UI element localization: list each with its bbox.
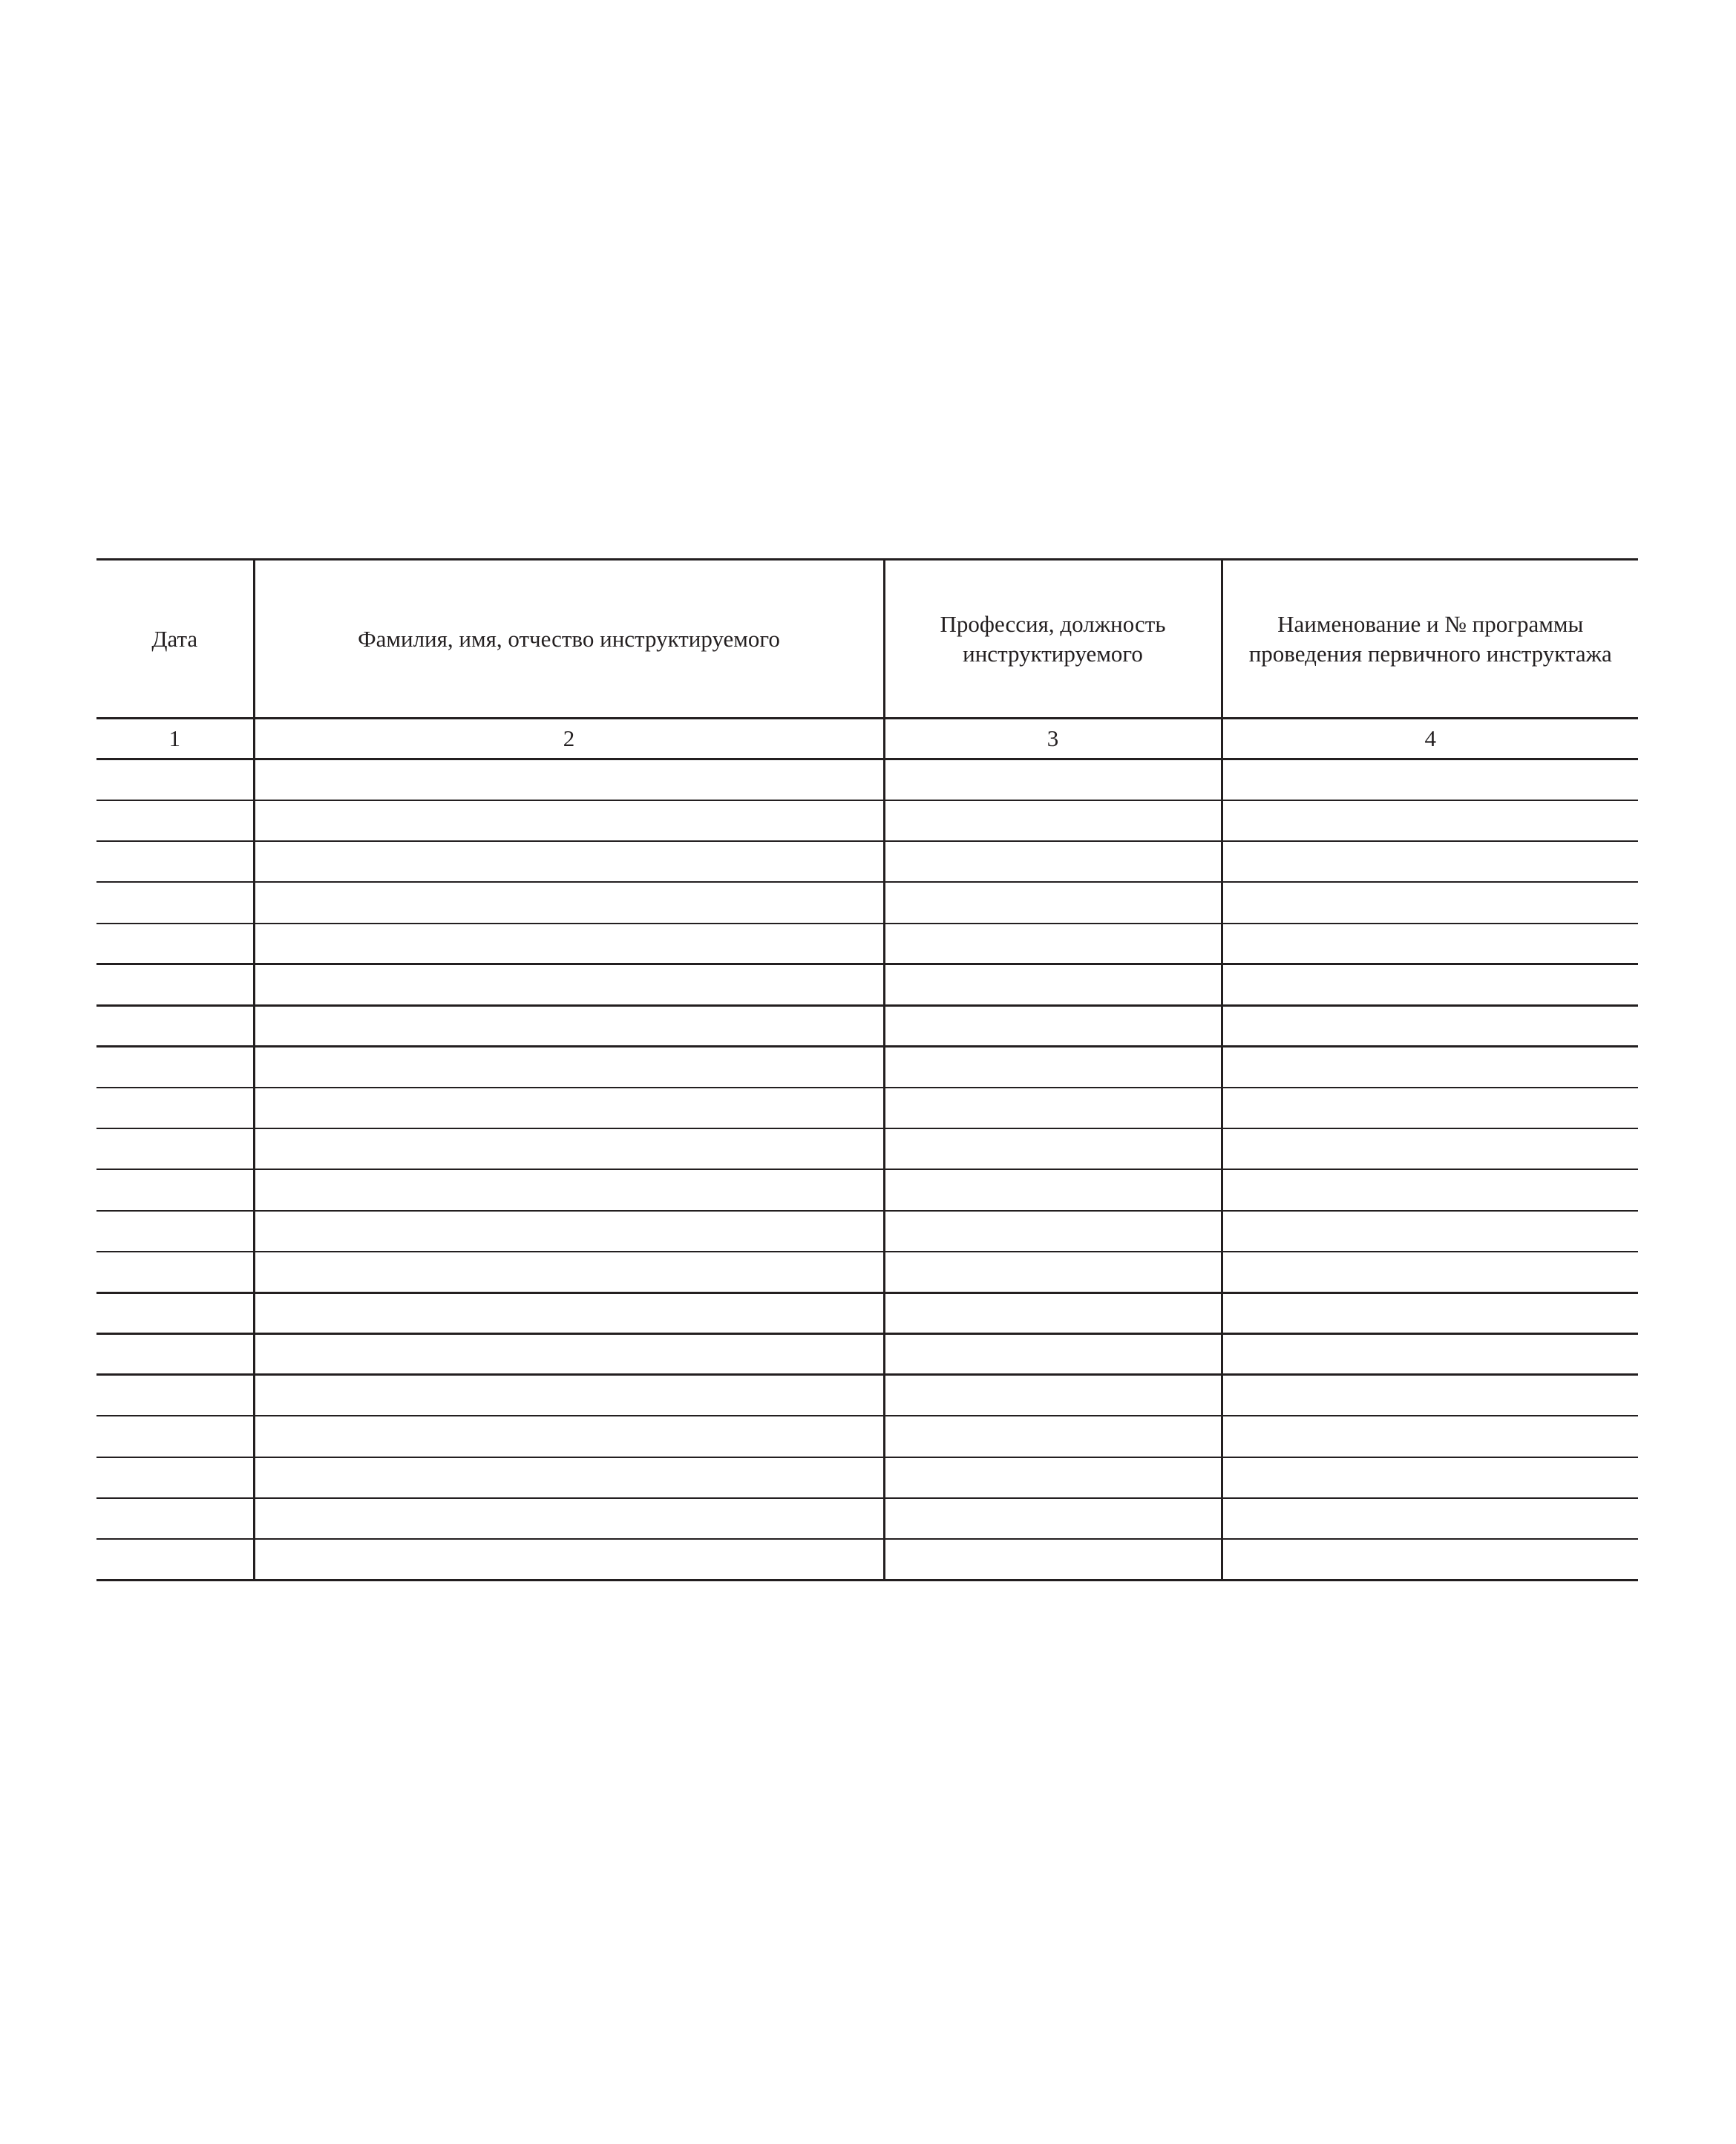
- table-row: [96, 800, 1638, 841]
- table-cell[interactable]: [96, 882, 254, 923]
- header-program: [1222, 560, 1638, 719]
- column-number: 4: [1222, 719, 1638, 759]
- header-program-label: Наименование и № программы проведения первичного инструктажа: [1248, 610, 1612, 667]
- table-row: [96, 841, 1638, 882]
- table-row: [96, 1128, 1638, 1169]
- table-row: [96, 1211, 1638, 1252]
- column-number: 2: [254, 719, 884, 759]
- table-cell[interactable]: [884, 964, 1222, 1005]
- table-cell[interactable]: [1222, 1005, 1638, 1046]
- table-cell[interactable]: [1222, 1416, 1638, 1457]
- table-body: [96, 759, 1638, 1581]
- table-row: [96, 1169, 1638, 1210]
- table-cell[interactable]: [884, 1005, 1222, 1046]
- table-cell[interactable]: [884, 924, 1222, 964]
- table-row: [96, 924, 1638, 964]
- table-cell[interactable]: [884, 1292, 1222, 1333]
- table-cell[interactable]: [1222, 841, 1638, 882]
- table-cell[interactable]: [254, 800, 884, 841]
- table-cell[interactable]: [884, 1128, 1222, 1169]
- table-cell[interactable]: [254, 1498, 884, 1539]
- table-cell[interactable]: [254, 1457, 884, 1498]
- table-cell[interactable]: [96, 1539, 254, 1580]
- table-cell[interactable]: [884, 882, 1222, 923]
- table-cell[interactable]: [254, 924, 884, 964]
- table-cell[interactable]: [96, 1457, 254, 1498]
- table-cell[interactable]: [254, 964, 884, 1005]
- table-cell[interactable]: [1222, 1047, 1638, 1088]
- table-row: [96, 759, 1638, 800]
- table-cell[interactable]: [254, 1169, 884, 1210]
- table-cell[interactable]: [254, 1539, 884, 1580]
- table-cell[interactable]: [884, 1047, 1222, 1088]
- table-cell[interactable]: [884, 1416, 1222, 1457]
- table-cell[interactable]: [1222, 1457, 1638, 1498]
- table-row: [96, 882, 1638, 923]
- table-cell[interactable]: [254, 1047, 884, 1088]
- table-cell[interactable]: [254, 1416, 884, 1457]
- table-cell[interactable]: [884, 841, 1222, 882]
- table-cell[interactable]: [1222, 1498, 1638, 1539]
- table-cell[interactable]: [1222, 1128, 1638, 1169]
- table-cell[interactable]: [96, 1498, 254, 1539]
- table-row: [96, 1047, 1638, 1088]
- table-cell[interactable]: [884, 1211, 1222, 1252]
- table-cell[interactable]: [884, 1375, 1222, 1416]
- table-cell[interactable]: [1222, 759, 1638, 800]
- table-row: [96, 1088, 1638, 1128]
- table-cell[interactable]: [254, 759, 884, 800]
- table-cell[interactable]: [1222, 1292, 1638, 1333]
- table-row: [96, 1457, 1638, 1498]
- table-cell[interactable]: [96, 1375, 254, 1416]
- table-cell[interactable]: [254, 1334, 884, 1375]
- table-cell[interactable]: [96, 1047, 254, 1088]
- table-row: [96, 1252, 1638, 1292]
- table-row: [96, 1539, 1638, 1580]
- table-row: [96, 1292, 1638, 1333]
- table-cell[interactable]: [1222, 1088, 1638, 1128]
- table-cell[interactable]: [1222, 924, 1638, 964]
- header-full-name-label: Фамилия, имя, отчество инструктируемого: [358, 625, 780, 652]
- instruction-journal-table: [96, 558, 1638, 1581]
- table-cell[interactable]: [96, 759, 254, 800]
- header-date: [96, 560, 254, 719]
- column-number-row: [96, 719, 1638, 759]
- table-cell[interactable]: [254, 1211, 884, 1252]
- table-cell[interactable]: [96, 841, 254, 882]
- table-cell[interactable]: [884, 1252, 1222, 1292]
- table-row: [96, 1416, 1638, 1457]
- table-cell[interactable]: [1222, 1334, 1638, 1375]
- table-cell[interactable]: [254, 1005, 884, 1046]
- table-cell[interactable]: [96, 964, 254, 1005]
- table-cell[interactable]: [96, 1128, 254, 1169]
- table-cell[interactable]: [1222, 1169, 1638, 1210]
- table-cell[interactable]: [884, 759, 1222, 800]
- table-cell[interactable]: [96, 1416, 254, 1457]
- table-cell[interactable]: [884, 1169, 1222, 1210]
- column-number: 3: [884, 719, 1222, 759]
- table-cell[interactable]: [884, 1539, 1222, 1580]
- table-cell[interactable]: [1222, 800, 1638, 841]
- table-cell[interactable]: [1222, 1539, 1638, 1580]
- table-cell[interactable]: [884, 1334, 1222, 1375]
- table-cell[interactable]: [254, 1292, 884, 1333]
- table-cell[interactable]: [884, 800, 1222, 841]
- table-cell[interactable]: [884, 1498, 1222, 1539]
- table-cell[interactable]: [96, 1005, 254, 1046]
- table-cell[interactable]: [96, 924, 254, 964]
- table-cell[interactable]: [96, 1252, 254, 1292]
- header-date-label: Дата: [151, 625, 198, 652]
- table-cell[interactable]: [254, 1252, 884, 1292]
- table-cell[interactable]: [96, 1292, 254, 1333]
- table-cell[interactable]: [96, 1211, 254, 1252]
- table-row: [96, 1334, 1638, 1375]
- table-cell[interactable]: [96, 1088, 254, 1128]
- table-cell[interactable]: [1222, 1252, 1638, 1292]
- table-cell[interactable]: [884, 1088, 1222, 1128]
- table-row: [96, 1375, 1638, 1416]
- table-cell[interactable]: [254, 882, 884, 923]
- table-cell[interactable]: [1222, 964, 1638, 1005]
- column-number: 1: [96, 719, 254, 759]
- table-cell[interactable]: [1222, 1211, 1638, 1252]
- table-cell[interactable]: [96, 1169, 254, 1210]
- table-cell[interactable]: [254, 841, 884, 882]
- table-row: [96, 1498, 1638, 1539]
- table-cell[interactable]: [254, 1375, 884, 1416]
- header-profession: [884, 560, 1222, 719]
- table-row: [96, 1005, 1638, 1046]
- table-cell[interactable]: [1222, 1375, 1638, 1416]
- table-cell[interactable]: [96, 800, 254, 841]
- header-profession-label: Профессия, должность инструктируемого: [940, 610, 1166, 667]
- table-cell[interactable]: [96, 1334, 254, 1375]
- table-header-row: [96, 560, 1638, 719]
- header-full-name: [254, 560, 884, 719]
- table-row: [96, 964, 1638, 1005]
- table-cell[interactable]: [254, 1088, 884, 1128]
- table-cell[interactable]: [254, 1128, 884, 1169]
- table-cell[interactable]: [884, 1457, 1222, 1498]
- table-cell[interactable]: [1222, 882, 1638, 923]
